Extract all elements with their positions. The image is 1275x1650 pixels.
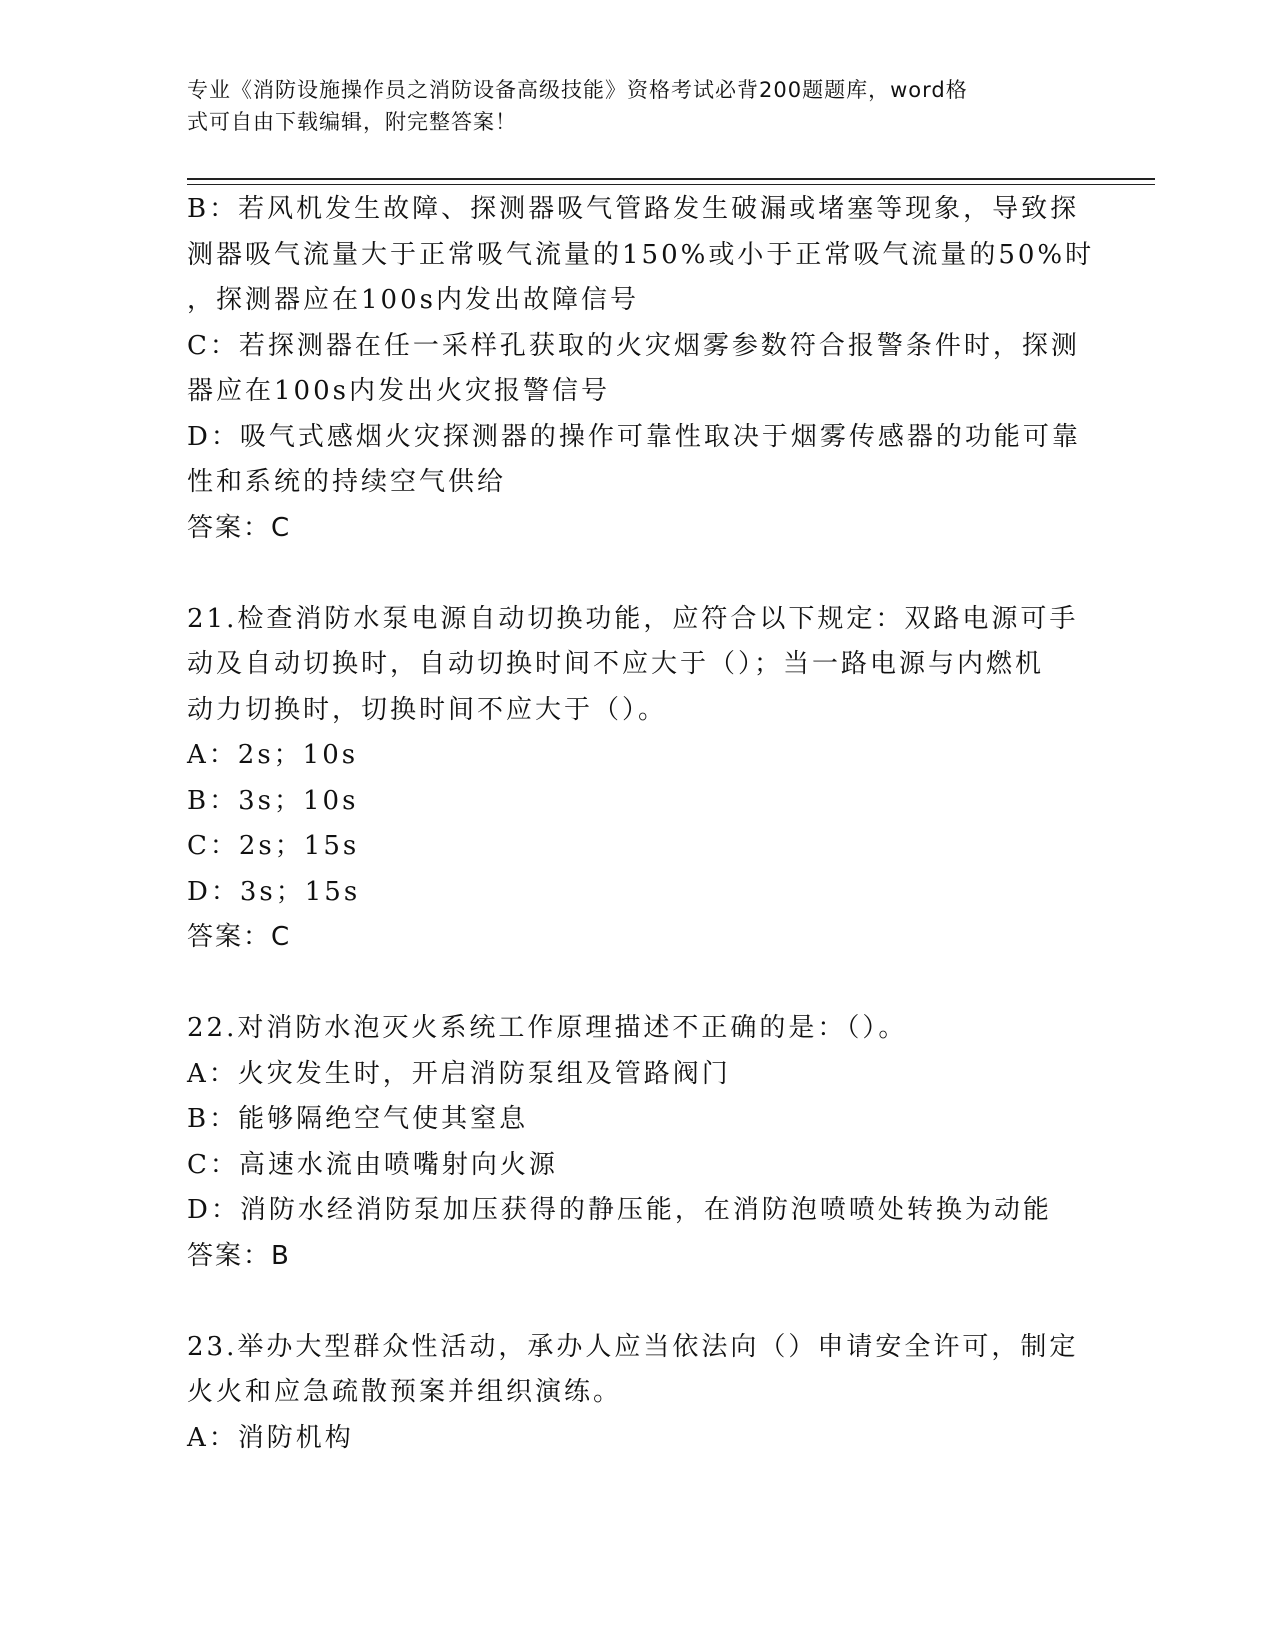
- option-d: D：消防水经消防泵加压获得的静压能，在消防泡喷喷处转换为动能: [187, 1195, 1052, 1225]
- option-d-line: D：吸气式感烟火灾探测器的操作可靠性取决于烟雾传感器的功能可靠: [187, 421, 1081, 452]
- document-header: [187, 74, 1067, 138]
- option-b: B：3s；10s: [187, 785, 359, 816]
- option-d-line: 性和系统的持续空气供给: [187, 467, 507, 497]
- answer-q20: 答案：C: [187, 512, 292, 543]
- question-stem-line: 火火和应急疏散预案并组织演练。: [187, 1377, 623, 1407]
- option-c: C：高速水流由喷嘴射向火源: [187, 1149, 558, 1180]
- option-a: A：火灾发生时，开启消防泵组及管路阀门: [187, 1058, 731, 1089]
- option-b-line: ，探测器应在100s内发出故障信号: [187, 285, 639, 315]
- question-stem-line: 22.对消防水泡灭火系统工作原理描述不正确的是：（）。: [187, 1013, 908, 1043]
- question-23: [187, 1325, 1087, 1462]
- spacer: [187, 551, 1087, 597]
- question-stem-line: 动力切换时，切换时间不应大于（）。: [187, 694, 668, 725]
- option-a: A：2s；10s: [187, 740, 359, 770]
- option-c-line: 器应在100s内发出火灾报警信号: [187, 376, 610, 406]
- option-c-line: C：若探测器在任一采样孔获取的火灾烟雾参数符合报警条件时，探测: [187, 330, 1080, 361]
- answer-q22: 答案：B: [187, 1240, 291, 1271]
- spacer: [187, 1279, 1087, 1325]
- option-d: D：3s；15s: [187, 876, 361, 907]
- header-line-2: 式可自由下载编辑，附完整答案！: [187, 110, 517, 134]
- header-line-1: 专业《消防设施操作员之消防设备高级技能》资格考试必背200题题库，word格: [187, 78, 968, 102]
- option-b-line: B：若风机发生故障、探测器吸气管路发生破漏或堵塞等现象，导致探: [187, 194, 1080, 224]
- option-b: B：能够隔绝空气使其窒息: [187, 1104, 529, 1134]
- option-b-line: 测器吸气流量大于正常吸气流量的150%或小于正常吸气流量的50%时: [187, 239, 1095, 270]
- question-20-options: [187, 187, 1095, 551]
- header-divider-thick: [187, 178, 1155, 180]
- option-c: C：2s；15s: [187, 831, 360, 861]
- spacer: [187, 961, 1087, 1007]
- question-content: [187, 187, 1095, 1461]
- question-stem-line: 23.举办大型群众性活动，承办人应当依法向（）申请安全许可，制定: [187, 1331, 1079, 1362]
- question-stem-line: 动及自动切换时，自动切换时间不应大于（）；当一路电源与内燃机: [187, 649, 1045, 679]
- header-divider-thin: [187, 184, 1155, 185]
- answer-q21: 答案：C: [187, 922, 292, 952]
- question-22: [187, 1006, 1087, 1279]
- option-a: A：消防机构: [187, 1422, 354, 1453]
- question-stem-line: 21.检查消防水泵电源自动切换功能，应符合以下规定：双路电源可手: [187, 603, 1079, 634]
- question-21: [187, 597, 1087, 961]
